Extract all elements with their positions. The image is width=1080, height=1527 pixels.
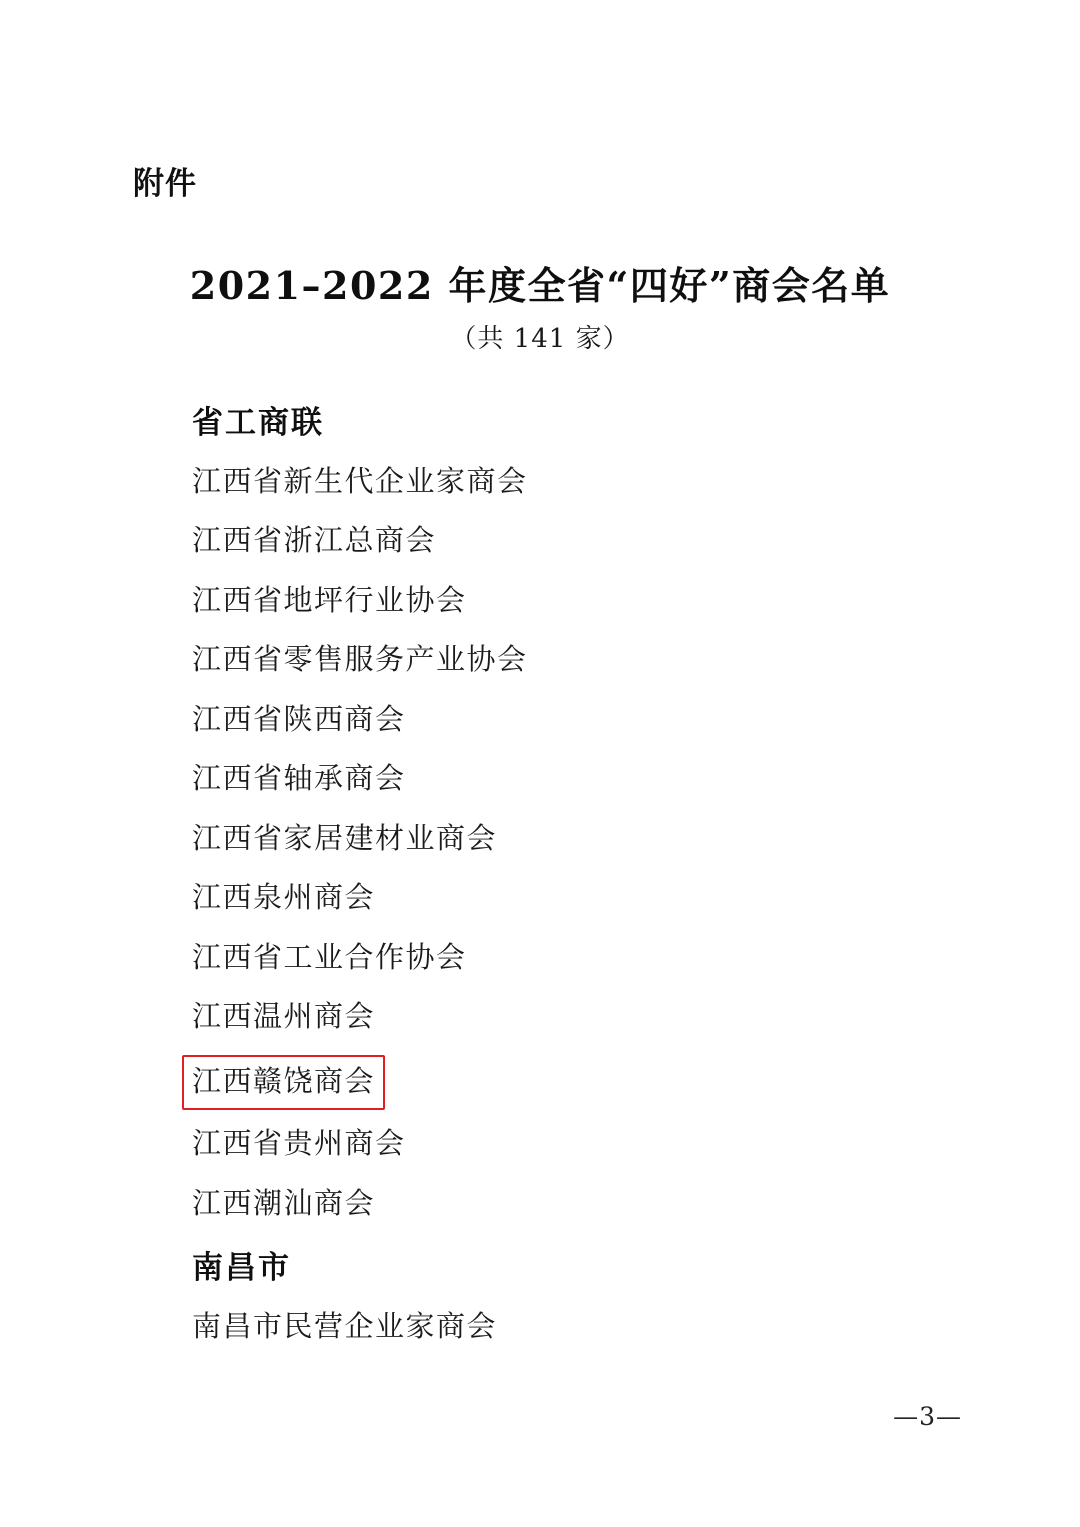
section-heading-provincial: 省工商联 [192,405,324,441]
list-item: 江西省工业合作协会 [192,939,467,974]
attachment-label: 附件 [133,166,197,202]
page-subtitle: （共 141 家） [450,324,630,354]
page-title: 2021–2022 年度全省“四好”商会名单 [189,263,891,308]
list-item: 江西省地坪行业协会 [192,582,467,617]
list-item: 江西省轴承商会 [192,761,406,795]
list-item: 江西温州商会 [192,999,376,1033]
list-item: 江西省陕西商会 [192,701,406,736]
list-item: 江西省浙江总商会 [192,523,437,557]
list-item-highlighted: 江西赣饶商会 [182,1055,385,1111]
list-item: 江西省贵州商会 [192,1126,406,1160]
list-item: 江西省新生代企业家商会 [192,463,528,498]
list-item: 江西泉州商会 [192,880,376,914]
list-item: 江西省零售服务产业协会 [192,642,528,676]
list-item: 南昌市民营企业家商会 [192,1308,498,1343]
list-content [192,400,892,1364]
section-heading-nanchang: 南昌市 [192,1250,291,1286]
list-item: 江西潮汕商会 [192,1185,376,1220]
list-item: 江西省家居建材业商会 [192,820,498,855]
page-number: —3— [893,1402,962,1431]
